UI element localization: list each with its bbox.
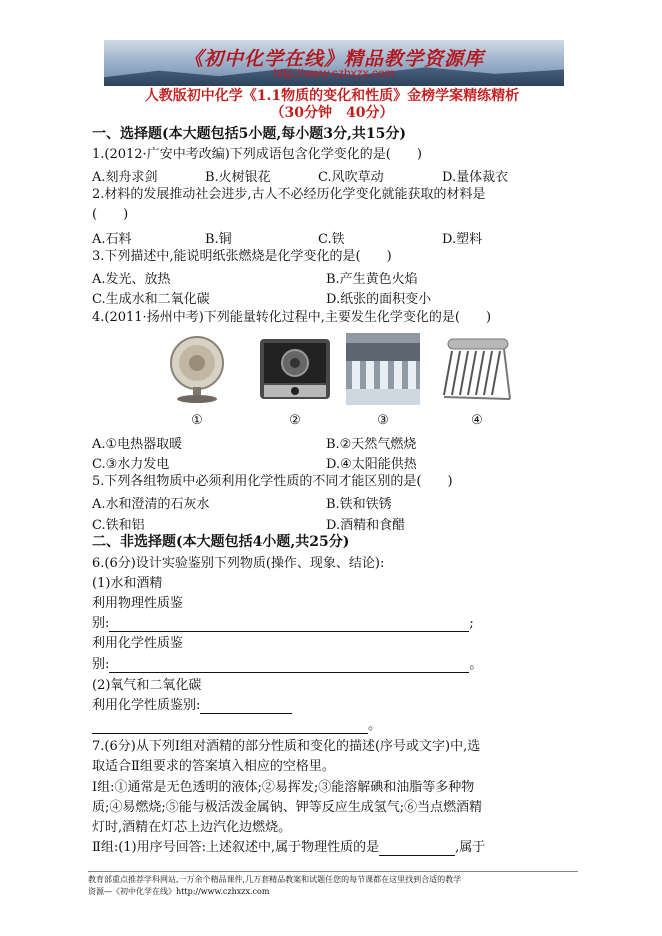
image-label-4: ④ [471, 413, 483, 428]
q1-option-c: C.风吹草动 [318, 170, 384, 185]
image-label-2: ② [289, 413, 301, 428]
q7-line-4: 质;④易燃烧;⑤能与极活泼金属钠、钾等反应生成氢气;⑥当点燃酒精 [92, 800, 483, 815]
q7-line-6a: Ⅱ组:(1)用序号回答:上述叙述中,属于物理性质的是 [92, 840, 380, 855]
q5-option-b: B.铁和铁锈 [326, 497, 392, 512]
q6-chem-label: 利用化学性质鉴 [92, 636, 184, 651]
q1-option-d: D.量体裁衣 [442, 170, 509, 185]
gas-stove-icon [258, 333, 332, 405]
q7-line-3: Ⅰ组:①通常是无色透明的液体;②易挥发;③能溶解碘和油脂等多种物 [92, 780, 475, 795]
q6-chem2-label: 利用化学性质鉴别: [92, 698, 201, 713]
q7-physical-property-blank[interactable] [379, 841, 455, 856]
image-label-3: ③ [377, 413, 389, 428]
q2-option-d: D.塑料 [442, 232, 483, 247]
q6-chem2-row [92, 697, 292, 714]
q6-stem: 6.(6分)设计实验鉴别下列物质(操作、现象、结论): [92, 556, 385, 571]
q6-chem2-continuation [92, 717, 381, 734]
q7-line-2: 取适合Ⅱ组要求的答案填入相应的空格里。 [92, 759, 335, 774]
q6-part1: (1)水和酒精 [92, 576, 163, 591]
title-line-2: （30分钟 40分） [270, 105, 394, 121]
section2-heading: 二、非选择题(本大题包括4小题,共25分) [92, 534, 350, 550]
q7-line-1: 7.(6分)从下列Ⅰ组对酒精的部分性质和变化的描述(序号或文字)中,选 [92, 739, 481, 754]
q3-option-a: A.发光、放热 [92, 272, 171, 287]
q6-chem2-answer-blank-2[interactable] [92, 719, 368, 734]
q7-line-6b: ,属于 [455, 840, 486, 855]
image-label-1: ① [191, 413, 203, 428]
q6-phys-answer-blank[interactable] [109, 617, 469, 632]
q6-phys-end: ; [469, 616, 474, 631]
q6-chem2-answer-blank[interactable] [200, 699, 292, 714]
q2-option-b: B.铜 [205, 232, 232, 247]
q2-option-a: A.石料 [92, 232, 132, 247]
q6-chem2-end: 。 [368, 718, 382, 733]
q5-stem: 5.下列各组物质中必须利用化学性质的不同才能区别的是( ) [92, 474, 453, 489]
q1-option-a: A.刻舟求剑 [92, 170, 158, 185]
q6-chem-answer-blank[interactable] [109, 658, 469, 673]
q6-phys-tail: 别: [92, 616, 110, 631]
q4-stem: 4.(2011·扬州中考)下列能量转化过程中,主要发生化学变化的是( ) [92, 310, 492, 325]
q3-stem: 3.下列描述中,能说明纸张燃烧是化学变化的是( ) [92, 249, 392, 264]
q7-line-5: 灯时,酒精在灯芯上边汽化边燃烧。 [92, 820, 292, 835]
banner-url[interactable]: http://www.czhxzx.com [273, 66, 395, 80]
q6-chem-end: 。 [469, 657, 483, 672]
title-line-1: 人教版初中化学《1.1物质的变化和性质》金榜学案精练精析 [144, 88, 520, 104]
q6-part2: (2)氧气和二氧化碳 [92, 678, 202, 693]
page-footer [88, 871, 578, 898]
q3-option-c: C.生成水和二氧化碳 [92, 292, 210, 307]
q5-option-d: D.酒精和食醋 [326, 518, 406, 533]
q5-option-c: C.铁和铝 [92, 518, 145, 533]
q6-phys-label: 利用物理性质鉴 [92, 596, 184, 611]
solar-water-heater-icon [440, 333, 514, 405]
q4-option-b: B.②天然气燃烧 [326, 437, 417, 452]
q4-option-c: C.③水力发电 [92, 457, 170, 472]
q3-option-b: B.产生黄色火焰 [326, 272, 418, 287]
q4-option-d: D.④太阳能供热 [326, 457, 417, 472]
q5-option-a: A.水和澄清的石灰水 [92, 497, 210, 512]
section1-heading: 一、选择题(本大题包括5小题,每小题3分,共15分) [92, 126, 406, 142]
q2-option-c: C.铁 [318, 232, 345, 247]
footer-line-2[interactable]: 资源—《初中化学在线》http://www.czhxzx.com [88, 887, 270, 896]
q6-chem-answer-row [92, 656, 482, 673]
q6-chem-tail: 别: [92, 657, 110, 672]
q1-stem: 1.(2012·广安中考改编)下列成语包含化学变化的是( ) [92, 147, 422, 162]
q1-option-b: B.火树银花 [205, 170, 271, 185]
footer-line-1: 教育部重点推荐学科网站,一万余个精品课件,几万套精品教案和试题任您的每节课都在这里找到合适的教学 [88, 875, 462, 884]
q2-paren: ( ) [92, 207, 129, 222]
banner-title: 《初中化学在线》精品教学资源库 [183, 48, 484, 70]
q4-option-a: A.①电热器取暖 [92, 437, 183, 452]
site-banner [104, 40, 564, 86]
q3-option-d: D.纸张的面积变小 [326, 292, 432, 307]
q6-phys-answer-row [92, 615, 474, 632]
q7-line-6 [92, 839, 485, 856]
q4-figure [160, 333, 530, 428]
q2-stem: 2.材料的发展推动社会进步,古人不必经历化学变化就能获取的材料是 [92, 187, 486, 202]
hydropower-dam-icon [346, 333, 420, 405]
document-title [92, 88, 572, 122]
electric-heater-icon [160, 333, 234, 405]
